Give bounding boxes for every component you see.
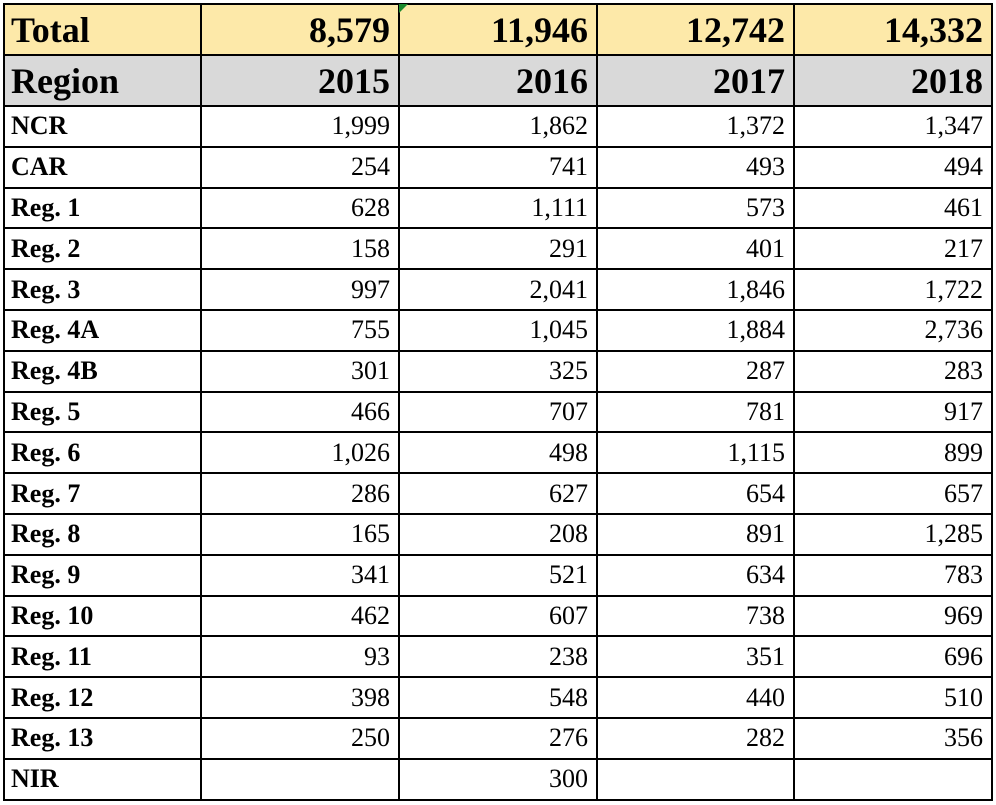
value-cell[interactable]: 165 (201, 514, 399, 555)
value-cell[interactable]: 282 (597, 718, 794, 759)
total-label-cell[interactable]: Total (4, 4, 201, 55)
table-row (4, 228, 992, 269)
table-row (4, 596, 992, 637)
value-cell[interactable]: 1,115 (597, 432, 794, 473)
table-row (4, 473, 992, 514)
value-cell[interactable]: 287 (597, 351, 794, 392)
region-cell[interactable]: NIR (4, 759, 201, 800)
value-cell[interactable]: 1,999 (201, 106, 399, 147)
value-cell[interactable]: 573 (597, 188, 794, 229)
value-cell[interactable]: 341 (201, 555, 399, 596)
region-cell[interactable]: Reg. 13 (4, 718, 201, 759)
table-row (4, 351, 992, 392)
value-cell[interactable]: 493 (597, 147, 794, 188)
value-cell[interactable]: 1,111 (399, 188, 597, 229)
value-cell[interactable]: 634 (597, 555, 794, 596)
value-cell[interactable]: 783 (794, 555, 992, 596)
value-cell[interactable]: 238 (399, 636, 597, 677)
value-cell[interactable]: 351 (597, 636, 794, 677)
value-cell[interactable]: 291 (399, 228, 597, 269)
value-cell[interactable]: 917 (794, 392, 992, 433)
region-cell[interactable]: Reg. 2 (4, 228, 201, 269)
value-cell[interactable]: 707 (399, 392, 597, 433)
year-header-2016[interactable]: 2016 (399, 55, 597, 106)
value-cell[interactable]: 1,884 (597, 310, 794, 351)
value-cell[interactable]: 997 (201, 269, 399, 310)
value-cell[interactable]: 254 (201, 147, 399, 188)
year-header-2018[interactable]: 2018 (794, 55, 992, 106)
table-row (4, 147, 992, 188)
value-cell[interactable]: 217 (794, 228, 992, 269)
region-cell[interactable]: Reg. 1 (4, 188, 201, 229)
comment-indicator-icon (399, 4, 408, 13)
value-cell[interactable]: 696 (794, 636, 992, 677)
value-cell[interactable]: 627 (399, 473, 597, 514)
value-cell[interactable]: 158 (201, 228, 399, 269)
value-cell[interactable]: 510 (794, 677, 992, 718)
value-cell[interactable]: 1,372 (597, 106, 794, 147)
value-cell[interactable]: 548 (399, 677, 597, 718)
total-row (4, 4, 992, 55)
value-cell[interactable]: 781 (597, 392, 794, 433)
value-cell[interactable]: 398 (201, 677, 399, 718)
table-row (4, 718, 992, 759)
value-cell[interactable]: 461 (794, 188, 992, 229)
value-cell[interactable]: 755 (201, 310, 399, 351)
value-cell[interactable]: 628 (201, 188, 399, 229)
table-row (4, 555, 992, 596)
table-row (4, 106, 992, 147)
region-cell[interactable]: NCR (4, 106, 201, 147)
table-row (4, 759, 992, 800)
total-cell-2017[interactable]: 12,742 (597, 4, 794, 55)
table-row (4, 188, 992, 229)
value-cell[interactable]: 93 (201, 636, 399, 677)
region-cell[interactable]: Reg. 3 (4, 269, 201, 310)
region-cell[interactable]: Reg. 4B (4, 351, 201, 392)
value-cell[interactable]: 498 (399, 432, 597, 473)
value-cell[interactable]: 356 (794, 718, 992, 759)
value-cell[interactable]: 899 (794, 432, 992, 473)
value-cell[interactable]: 654 (597, 473, 794, 514)
total-cell-2016[interactable]: 11,946 (399, 4, 597, 55)
value-cell[interactable] (794, 759, 992, 800)
region-cell[interactable]: Reg. 8 (4, 514, 201, 555)
total-cell-2018[interactable]: 14,332 (794, 4, 992, 55)
value-cell[interactable]: 521 (399, 555, 597, 596)
region-cell[interactable]: CAR (4, 147, 201, 188)
region-cell[interactable]: Reg. 11 (4, 636, 201, 677)
value-cell[interactable]: 1,862 (399, 106, 597, 147)
region-cell[interactable]: Reg. 6 (4, 432, 201, 473)
year-header-2017[interactable]: 2017 (597, 55, 794, 106)
value-cell[interactable]: 276 (399, 718, 597, 759)
value-cell[interactable]: 891 (597, 514, 794, 555)
value-cell[interactable]: 741 (399, 147, 597, 188)
region-cell[interactable]: Reg. 12 (4, 677, 201, 718)
value-cell[interactable]: 283 (794, 351, 992, 392)
value-cell[interactable]: 1,045 (399, 310, 597, 351)
value-cell[interactable]: 1,347 (794, 106, 992, 147)
header-row (4, 55, 992, 106)
table-row (4, 432, 992, 473)
region-cell[interactable]: Reg. 10 (4, 596, 201, 637)
value-cell[interactable] (597, 759, 794, 800)
value-cell[interactable]: 1,846 (597, 269, 794, 310)
value-cell[interactable]: 607 (399, 596, 597, 637)
value-cell[interactable]: 2,736 (794, 310, 992, 351)
table-row (4, 677, 992, 718)
region-cell[interactable]: Reg. 4A (4, 310, 201, 351)
region-cell[interactable]: Reg. 9 (4, 555, 201, 596)
table-row (4, 636, 992, 677)
table-row (4, 269, 992, 310)
region-cell[interactable]: Reg. 5 (4, 392, 201, 433)
total-cell-2015[interactable]: 8,579 (201, 4, 399, 55)
value-cell[interactable]: 286 (201, 473, 399, 514)
value-cell[interactable] (201, 759, 399, 800)
value-cell[interactable]: 440 (597, 677, 794, 718)
value-cell[interactable]: 494 (794, 147, 992, 188)
value-cell[interactable]: 250 (201, 718, 399, 759)
value-cell[interactable]: 2,041 (399, 269, 597, 310)
value-cell[interactable]: 300 (399, 759, 597, 800)
value-cell[interactable]: 738 (597, 596, 794, 637)
value-cell[interactable]: 301 (201, 351, 399, 392)
table-row (4, 514, 992, 555)
value-cell[interactable]: 401 (597, 228, 794, 269)
table-row (4, 310, 992, 351)
value-cell[interactable]: 208 (399, 514, 597, 555)
value-cell[interactable]: 969 (794, 596, 992, 637)
region-header-cell[interactable]: Region (4, 55, 201, 106)
value-cell[interactable]: 657 (794, 473, 992, 514)
value-cell[interactable]: 466 (201, 392, 399, 433)
value-cell[interactable]: 1,722 (794, 269, 992, 310)
region-cell[interactable]: Reg. 7 (4, 473, 201, 514)
value-cell[interactable]: 325 (399, 351, 597, 392)
value-cell[interactable]: 462 (201, 596, 399, 637)
value-cell[interactable]: 1,026 (201, 432, 399, 473)
value-cell[interactable]: 1,285 (794, 514, 992, 555)
spreadsheet-table (3, 3, 993, 801)
table-row (4, 392, 992, 433)
year-header-2015[interactable]: 2015 (201, 55, 399, 106)
